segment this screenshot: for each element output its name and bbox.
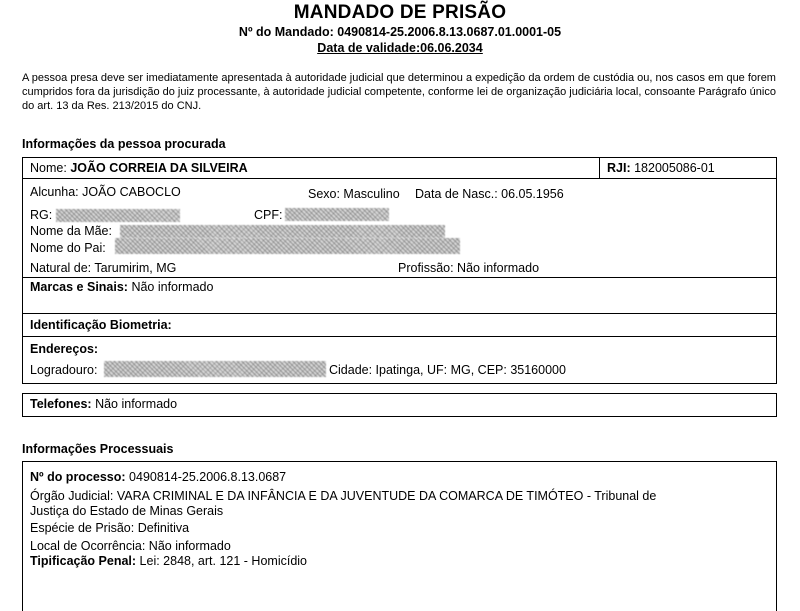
redacted-rg: [56, 209, 180, 222]
profissao-field: Profissão: Não informado: [398, 261, 540, 275]
mandado-number: [0, 25, 800, 39]
name-label: Nome:: [30, 161, 67, 175]
rji-value: 182005086-01: [634, 161, 715, 175]
mandado-value: 0490814-25.2006.8.13.0687.01.0001-05: [337, 25, 562, 39]
validity-date: [0, 41, 800, 55]
alcunha-field: Alcunha: JOÃO CABOCLO: [30, 185, 181, 199]
especie-field: Espécie de Prisão: Definitiva: [30, 521, 190, 535]
rji-label: RJI:: [607, 161, 631, 175]
telefones-field: [30, 397, 177, 412]
mandado-label: Nº do Mandado:: [238, 25, 334, 39]
cpf-label: CPF:: [254, 208, 283, 222]
redacted-cpf: [285, 208, 389, 221]
processo-numero-value: 0490814-25.2006.8.13.0687: [129, 470, 287, 484]
validade-text: [317, 41, 482, 55]
telefones-value: Não informado: [95, 397, 178, 411]
document-title: MANDADO DE PRISÃO: [293, 2, 507, 23]
rji-field: [607, 161, 715, 176]
marcas-label: Marcas e Sinais:: [30, 280, 128, 294]
pai-label: Nome do Pai:: [30, 241, 106, 255]
telefones-label: Telefones:: [30, 397, 92, 411]
custody-notice: A pessoa presa deve ser imediatamente apresentada à autoridade judicial que determinou a expedição da ordem de custódia ou, nos casos em que forem cumpridos fora da jurisdição do juiz processante, à autoridade judicial competente, conforme lei de organização judiciária local, consoante Parágrafo único do art. 13 da Res. 213/2015 do CNJ.: [22, 72, 776, 112]
enderecos-label: Endereços:: [30, 342, 99, 356]
mae-label: Nome da Mãe:: [30, 224, 112, 238]
nascimento-field: Data de Nasc.: 06.05.1956: [415, 187, 564, 201]
marcas-value: Não informado: [131, 280, 214, 294]
redacted-mae: [120, 225, 445, 238]
validade-label: Data de validade:: [317, 41, 421, 55]
natural-field: Natural de: Tarumirim, MG: [30, 261, 177, 275]
section-title-process: Informações Processuais: [22, 442, 174, 456]
name-value: JOÃO CORREIA DA SILVEIRA: [70, 161, 248, 175]
redacted-pai: [115, 238, 460, 254]
tipificacao-value: Lei: 2848, art. 121 - Homicídio: [139, 554, 307, 568]
biometria-label: Identificação Biometria:: [30, 318, 172, 332]
orgao-line-1: Órgão Judicial: VARA CRIMINAL E DA INFÂNCIA E DA JUVENTUDE DA COMARCA DE TIMÓTEO - Tribunal de: [30, 489, 657, 503]
marcas-field: [30, 280, 213, 295]
validade-value: 06.06.2034: [420, 41, 483, 55]
redacted-logradouro: [104, 361, 326, 377]
orgao-line-2: Justiça do Estado de Minas Gerais: [30, 504, 224, 518]
processo-numero-field: [30, 470, 286, 485]
logradouro-label: Logradouro:: [30, 363, 98, 377]
processo-numero-label: Nº do processo:: [30, 470, 126, 484]
section-title-person: Informações da pessoa procurada: [22, 137, 226, 151]
rg-label: RG:: [30, 208, 53, 222]
tipificacao-field: [30, 554, 307, 569]
local-field: Local de Ocorrência: Não informado: [30, 539, 231, 553]
name-field: [30, 161, 248, 176]
sexo-field: Sexo: Masculino: [308, 187, 400, 201]
tipificacao-label: Tipificação Penal:: [30, 554, 137, 568]
cidade-field: Cidade: Ipatinga, UF: MG, CEP: 35160000: [329, 363, 566, 377]
